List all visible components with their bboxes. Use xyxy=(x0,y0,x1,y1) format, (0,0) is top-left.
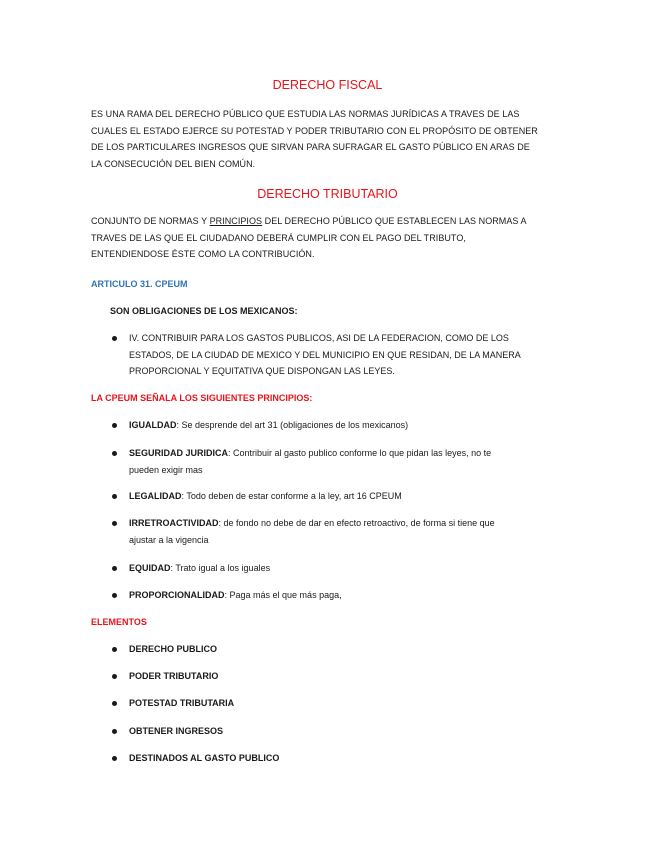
item-line xyxy=(129,587,569,604)
heading-elementos: ELEMENTOS xyxy=(91,617,147,627)
item-line: pueden exigir mas xyxy=(129,465,203,475)
elemento-text: POTESTAD TRIBUTARIA xyxy=(129,698,235,708)
bullet-icon xyxy=(112,494,120,502)
heading-obligaciones: SON OBLIGACIONES DE LOS MEXICANOS: xyxy=(110,306,298,316)
title-derecho-tributario: DERECHO TRIBUTARIO xyxy=(257,187,398,201)
bullet-icon xyxy=(112,756,120,764)
paragraph-derecho-fiscal xyxy=(91,106,571,172)
list-item-principio xyxy=(129,515,569,549)
list-item-obligacion xyxy=(129,330,569,380)
item-line xyxy=(129,560,569,577)
list-item-principio xyxy=(129,587,569,604)
principio-term: IRRETROACTIVIDAD xyxy=(129,518,219,528)
paragraph-line: ENTENDIENDOSE ÉSTE COMO LA CONTRIBUCIÓN. xyxy=(91,249,315,259)
principio-term: IGUALDAD xyxy=(129,420,177,430)
bullet-icon xyxy=(112,593,120,601)
list-item-elemento xyxy=(129,668,569,685)
list-item-principio xyxy=(129,445,569,479)
paragraph-line xyxy=(91,213,571,230)
item-line xyxy=(129,488,569,505)
item-line: PROPORCIONAL Y EQUITATIVA QUE DISPONGAN LAS LEYES. xyxy=(129,366,395,376)
bullet-icon xyxy=(112,566,120,574)
list-item-elemento xyxy=(129,723,569,740)
principio-desc: : de fondo no debe de dar en efecto retroactivo, de forma si tiene que xyxy=(218,518,495,528)
paragraph-derecho-tributario xyxy=(91,213,571,263)
principio-desc: : Trato igual a los iguales xyxy=(170,563,271,573)
title-derecho-fiscal: DERECHO FISCAL xyxy=(272,78,383,92)
text-span: CONJUNTO DE NORMAS Y xyxy=(91,216,210,226)
item-line xyxy=(129,515,569,532)
principio-desc: : Paga más el que más paga, xyxy=(224,590,342,600)
paragraph-line: CUALES EL ESTADO EJERCE SU POTESTAD Y PODER TRIBUTARIO CON EL PROPÓSITO DE OBTENER xyxy=(91,125,538,136)
paragraph-line: DE LOS PARTICULARES INGRESOS QUE SIRVAN PARA SUFRAGAR EL GASTO PÚBLICO EN ARAS DE xyxy=(91,142,530,152)
elemento-text: OBTENER INGRESOS xyxy=(129,726,224,736)
bullet-icon xyxy=(112,729,120,737)
paragraph-line: TRAVES DE LAS QUE EL CIUDADANO DEBERÁ CUMPLIR CON EL PAGO DEL TRIBUTO, xyxy=(91,232,466,243)
bullet-icon xyxy=(112,521,120,529)
elemento-text: DESTINADOS AL GASTO PUBLICO xyxy=(129,753,280,763)
item-line: ESTADOS, DE LA CIUDAD DE MEXICO Y DEL MUNICIPIO EN QUE RESIDAN, DE LA MANERA xyxy=(129,349,521,360)
list-item-principio xyxy=(129,560,569,577)
bullet-icon xyxy=(112,647,120,655)
principio-desc: : Contribuir al gasto publico conforme lo que pidan las leyes, no te xyxy=(228,448,492,458)
item-line xyxy=(129,417,569,434)
list-item-principio xyxy=(129,488,569,505)
list-item-elemento xyxy=(129,695,569,712)
bullet-icon xyxy=(112,423,120,431)
item-line xyxy=(129,445,569,462)
principio-term: LEGALIDAD xyxy=(129,491,182,501)
paragraph-line: LA CONSECUCIÓN DEL BIEN COMÚN. xyxy=(91,158,256,169)
bullet-icon xyxy=(112,451,120,459)
paragraph-line: ES UNA RAMA DEL DERECHO PÚBLICO QUE ESTUDIA LAS NORMAS JURÍDICAS A TRAVES DE LAS xyxy=(91,109,520,119)
list-item-elemento xyxy=(129,641,569,658)
bullet-icon xyxy=(112,674,120,682)
list-item-elemento xyxy=(129,750,569,767)
principio-term: SEGURIDAD JURIDICA xyxy=(129,448,229,458)
principio-term: EQUIDAD xyxy=(129,563,171,573)
bullet-icon xyxy=(112,336,120,344)
principio-desc: : Todo deben de estar conforme a la ley, art 16 CPEUM xyxy=(181,491,402,501)
heading-articulo-31: ARTICULO 31. CPEUM xyxy=(91,279,188,289)
bullet-icon xyxy=(112,701,120,709)
list-item-principio xyxy=(129,417,569,434)
underlined-term: PRINCIPIOS xyxy=(209,216,263,226)
elemento-text: DERECHO PUBLICO xyxy=(129,644,218,654)
elemento-text: PODER TRIBUTARIO xyxy=(129,671,219,681)
principio-desc: : Se desprende del art 31 (obligaciones de los mexicanos) xyxy=(176,420,409,430)
item-line: IV. CONTRIBUIR PARA LOS GASTOS PUBLICOS, ASI DE LA FEDERACION, COMO DE LOS xyxy=(129,333,509,343)
item-line: ajustar a la vigencia xyxy=(129,535,209,545)
heading-principios: LA CPEUM SEÑALA LOS SIGUIENTES PRINCIPIOS: xyxy=(91,393,313,403)
principio-term: PROPORCIONALIDAD xyxy=(129,590,225,600)
text-span: DEL DERECHO PÚBLICO QUE ESTABLECEN LAS NORMAS A xyxy=(262,216,527,226)
